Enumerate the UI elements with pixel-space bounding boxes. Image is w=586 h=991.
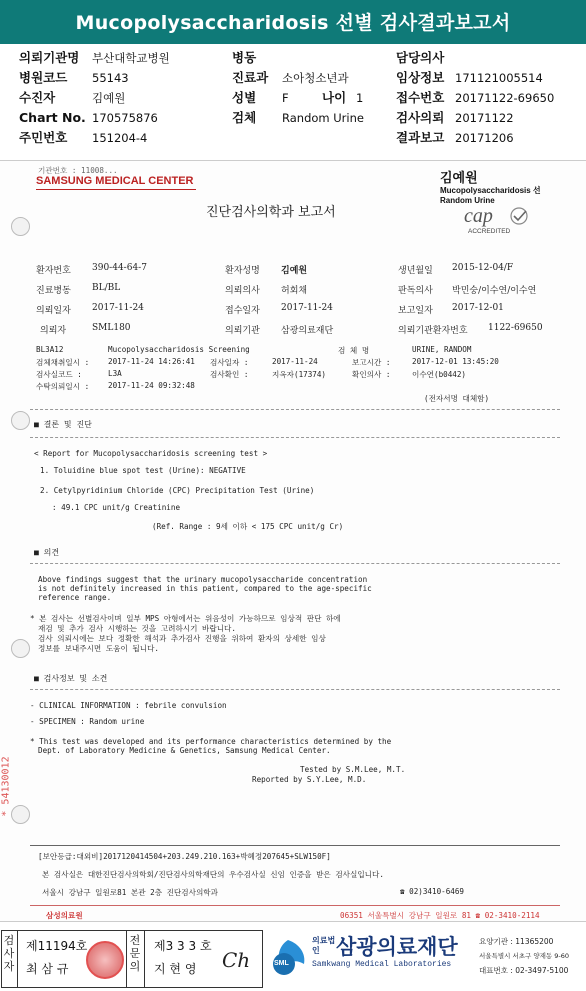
department-label: 진료과	[232, 70, 269, 85]
org-english-name: Samkwang Medical Laboratories	[312, 960, 452, 969]
request-date-label: 의뢰일자	[36, 306, 71, 316]
patient-label: 수진자	[19, 90, 56, 105]
confirm-label: 검사확인 :	[210, 370, 249, 379]
checkmark-icon	[506, 207, 532, 225]
report-date-label: 결과보고	[396, 130, 445, 145]
requesting-doctor-label: 의뢰의사	[225, 286, 260, 296]
hospital-name: SAMSUNG MEDICAL CENTER	[36, 175, 194, 187]
patient-id-label: 환자번호	[36, 266, 71, 276]
specimen-label: 검체	[232, 110, 257, 125]
receipt-date-label: 접수일자	[225, 306, 260, 316]
specimen-value: Random Urine	[282, 111, 364, 125]
hospital-address-footer: 06351 서울특별시 강남구 일원로 81 ☎ 02-3410-2114	[340, 911, 540, 920]
institution-number: 기관번호 : 11008...	[38, 166, 118, 175]
specimen-information: - SPECIMEN : Random urine	[30, 717, 145, 726]
report-title: Mucopolysaccharidosis 선별 검사결과보고서	[0, 0, 586, 44]
cap-logo	[462, 207, 534, 239]
patient-name-value: 김예원	[281, 266, 308, 276]
info-row	[0, 48, 586, 68]
side-serial-number: * 54130012	[0, 756, 12, 817]
ward-label: 병동	[232, 50, 257, 65]
patient-info-panel	[0, 46, 586, 156]
sml-logo	[268, 938, 308, 978]
org-phone: 대표번호 : 02-3497-5100	[479, 966, 569, 975]
request-date-value: 2017-11-24	[92, 303, 144, 313]
chart-no-value: 170575876	[92, 111, 158, 125]
requester-label: 의뢰자	[40, 326, 67, 336]
seal-stamp	[86, 941, 124, 979]
section-results: ■ 결론 및 진단	[34, 420, 92, 429]
clinical-info-value: 171121005514	[455, 71, 543, 85]
tester-license: 제11194호	[26, 939, 88, 953]
doctor-label: 담당의사	[396, 50, 445, 65]
lab-address: 서울시 강남구 일원로81 본관 2층 진단검사의학과	[42, 888, 218, 897]
sml-logo-icon	[268, 938, 308, 978]
note-line-4: 정보를 보내주시면 도움이 됩니다.	[38, 644, 159, 653]
dob-value: 2015-12-04/F	[452, 263, 514, 273]
lab-code-value: L3A	[108, 369, 122, 378]
footer	[0, 926, 586, 991]
requester-value: SML180	[92, 323, 131, 333]
institution-label: 의뢰기관명	[19, 50, 80, 65]
rrn-label: 주민번호	[19, 130, 68, 145]
receipt-value: 20171122-69650	[455, 91, 555, 105]
section-test-info: ■ 검사정보 및 소견	[34, 674, 108, 683]
tester-name: 최 삼 규	[26, 962, 69, 976]
receipt-date-value: 2017-11-24	[281, 303, 333, 313]
sml-badge-text: SML	[274, 960, 289, 967]
sex-label: 성별	[232, 90, 257, 105]
dob-label: 생년월일	[398, 266, 433, 276]
hospital-underline	[36, 189, 196, 190]
receipt-label: 접수번호	[396, 90, 445, 105]
institution-value: 부산대학교병원	[92, 51, 170, 65]
receive-label: 수탁의뢰일시 :	[36, 382, 90, 391]
patient-value: 김예원	[92, 91, 126, 105]
scanned-report	[0, 160, 586, 922]
org-patient-id-value: 1122-69650	[488, 323, 543, 333]
specialist-license: 제3 3 3 호	[154, 939, 212, 953]
security-line: [보안등급:대외비]2017120414504+203.249.210.163+박혜정207645+SLW150F]	[38, 852, 331, 861]
specialist-name: 지 현 영	[154, 962, 197, 976]
hospital-brand-footer: 삼성의료원	[46, 911, 83, 920]
sex-value: F	[282, 91, 289, 105]
report-time-label: 보고시간 :	[352, 358, 391, 367]
hospital-code-label: 병원코드	[19, 70, 68, 85]
exec-date-value: 2017-11-24	[272, 357, 318, 366]
org-name: 삼광의료재단	[336, 935, 458, 959]
org-address: 서울특별시 서초구 양재동 9-60	[479, 952, 570, 960]
info-row	[0, 108, 586, 128]
info-row	[0, 88, 586, 108]
opinion-line-3: reference range.	[38, 593, 112, 602]
punch-hole	[11, 217, 30, 236]
reported-by: Reported by S.Y.Lee, M.D.	[252, 775, 367, 784]
clinic-value: BL/BL	[92, 283, 121, 293]
divider	[144, 930, 145, 988]
info-row	[0, 128, 586, 148]
age-label: 나이	[322, 90, 347, 105]
punch-hole	[11, 805, 30, 824]
patient-id-value: 390-44-64-7	[92, 263, 147, 273]
development-note-1: * This test was developed and its performance characteristics determined by the	[30, 737, 392, 746]
rrn-value: 151204-4	[92, 131, 148, 145]
collection-label: 검체채취일시 :	[36, 358, 90, 367]
section-opinion: ■ 의견	[34, 548, 60, 557]
confirmer-value: 이수연(b0442)	[412, 370, 467, 379]
test-code: BL3A12	[36, 345, 64, 354]
report-date-value: 20171206	[455, 131, 514, 145]
requesting-doctor-value: 허회채	[281, 286, 308, 296]
lab-code-label: 검사실코드 :	[36, 370, 82, 379]
divider	[30, 437, 560, 438]
confirm-value: 지옥자(17374)	[272, 370, 327, 379]
result-cpc-value: : 49.1 CPC unit/g Creatinine	[52, 503, 181, 512]
clinic-label: 진료병동	[36, 286, 71, 296]
punch-hole	[11, 411, 30, 430]
chart-no-label: Chart No.	[19, 110, 86, 125]
test-description: Mucopolysaccharidosis Screening	[108, 345, 250, 354]
note-line-3: 검사 의뢰시에는 보다 정확한 해석과 추가검사 진행을 위하여 환자의 상세한 임상	[38, 634, 326, 643]
divider	[30, 845, 560, 846]
scan-report-title: 진단검사의학과 보고서	[206, 205, 336, 220]
note-line-1: * 본 검사는 선별검사이며 일부 MPS 아형에서는 위음성이 가능하므로 임상적 판단 하에	[30, 614, 341, 623]
report-date-value-scan: 2017-12-01	[452, 303, 504, 313]
request-value: 20171122	[455, 111, 514, 125]
confirmer-label: 확인의사 :	[352, 370, 391, 379]
cap-accredited-text: ACCREDITED	[468, 228, 511, 235]
signature: Ch	[222, 948, 251, 972]
patient-name-label: 환자성명	[225, 266, 260, 276]
clinical-info-label: 임상정보	[396, 70, 445, 85]
request-label: 검사의뢰	[396, 110, 445, 125]
note-line-2: 재검 및 추가 검사 시행하는 것을 고려하시기 바랍니다.	[38, 624, 236, 633]
tester-label: 검사자	[3, 934, 15, 973]
requesting-org-label: 의뢰기관	[225, 326, 260, 336]
requesting-org-value: 삼광의료재단	[281, 326, 334, 336]
divider	[126, 930, 127, 988]
scan-specimen-name: Random Urine	[440, 196, 495, 205]
info-row	[0, 68, 586, 88]
scan-patient-name: 김예원	[440, 171, 478, 186]
divider	[30, 905, 560, 906]
result-toluidine: 1. Toluidine blue spot test (Urine): NEGATIVE	[40, 466, 246, 475]
divider	[30, 563, 560, 564]
divider	[30, 409, 560, 410]
divider	[30, 689, 560, 690]
lab-phone: ☎ 02)3410-6469	[400, 887, 465, 896]
punch-hole	[11, 639, 30, 658]
development-note-2: Dept. of Laboratory Medicine & Genetics, Samsung Medical Center.	[38, 746, 331, 755]
reader-label: 판독의사	[398, 286, 433, 296]
exec-date-label: 검사일자 :	[210, 358, 249, 367]
clinical-information: - CLINICAL INFORMATION : febrile convulsion	[30, 701, 227, 710]
age-value: 1	[356, 91, 364, 105]
receive-value: 2017-11-24 09:32:48	[108, 381, 195, 390]
result-cpc: 2. Cetylpyridinium Chloride (CPC) Precipitation Test (Urine)	[40, 486, 315, 495]
scan-test-name: Mucopolysaccharidosis 선	[440, 186, 541, 195]
specialist-label: 전문의	[129, 934, 141, 973]
org-patient-id-label: 의뢰기관환자번호	[398, 326, 468, 336]
collection-value: 2017-11-24 14:26:41	[108, 357, 195, 366]
specimen-name-value: URINE, RANDOM	[412, 345, 472, 354]
report-heading: < Report for Mucopolysaccharidosis screening test >	[34, 449, 268, 458]
electronic-signature-note: (전자서명 대체함)	[424, 394, 490, 403]
reader-value: 박민숭/이수연/이수연	[452, 286, 537, 296]
tested-by: Tested by S.M.Lee, M.T.	[300, 765, 406, 774]
report-date-label-scan: 보고일자	[398, 306, 433, 316]
department-value: 소아청소년과	[282, 71, 349, 85]
reference-range: (Ref. Range : 9세 이하 < 175 CPC unit/g Cr)	[152, 522, 344, 531]
opinion-line-1: Above findings suggest that the urinary mucopolysaccharide concentration	[38, 575, 368, 584]
hospital-code-value: 55143	[92, 71, 129, 85]
institution-code: 요양기관 : 11365200	[479, 937, 554, 946]
certification-line: 본 검사실은 대한진단검사의학회/진단검사의학재단의 우수검사실 신임 인증을 받은 검사실입니다.	[42, 870, 384, 879]
cap-logo-text: cap	[464, 205, 493, 227]
opinion-line-2: is not definitely increased in this patient, compared to the age-specific	[38, 584, 372, 593]
report-time-value: 2017-12-01 13:45:20	[412, 357, 499, 366]
org-prefix: 의료법인	[312, 936, 336, 955]
divider	[17, 930, 18, 988]
specimen-name-label: 검 체 명	[338, 346, 370, 355]
